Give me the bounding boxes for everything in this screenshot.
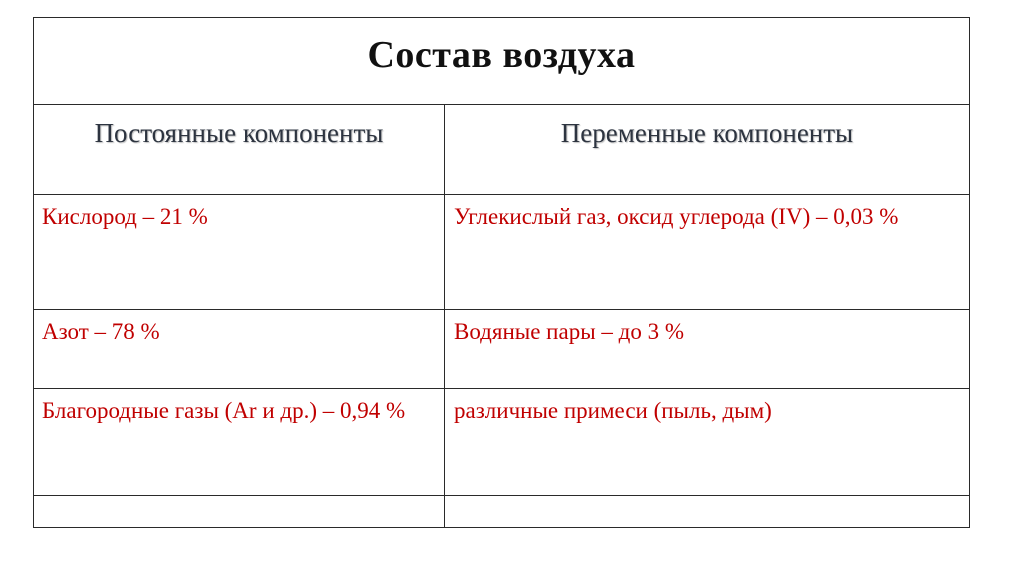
cell-variable — [445, 195, 970, 310]
column-header-constant-label: Постоянные компоненты — [94, 118, 384, 148]
air-composition-table — [33, 17, 970, 528]
cell-text: Кислород – 21 % — [42, 204, 208, 229]
cell-constant — [34, 389, 445, 496]
column-header-variable — [445, 105, 970, 195]
cell-text — [34, 496, 444, 501]
cell-variable — [445, 389, 970, 496]
title-row — [34, 18, 970, 105]
cell-text: Азот – 78 % — [42, 319, 160, 344]
table-row-empty — [34, 496, 970, 528]
cell-text: Благородные газы (Ar и др.) – 0,94 % — [42, 398, 406, 423]
column-header-constant — [34, 105, 445, 195]
cell-text — [445, 496, 969, 501]
cell-text: Водяные пары – до 3 % — [454, 319, 685, 344]
cell-text: различные примеси (пыль, дым) — [454, 398, 772, 423]
cell-constant — [34, 496, 445, 528]
cell-constant — [34, 310, 445, 389]
cell-variable — [445, 310, 970, 389]
table-row — [34, 310, 970, 389]
header-row — [34, 105, 970, 195]
table-title-cell — [34, 18, 970, 105]
cell-constant — [34, 195, 445, 310]
column-header-variable-label: Переменные компоненты — [560, 118, 854, 148]
table-row — [34, 195, 970, 310]
cell-variable — [445, 496, 970, 528]
table-title: Состав воздуха — [367, 34, 636, 76]
table-row — [34, 389, 970, 496]
cell-text: Углекислый газ, оксид углерода (IV) – 0,03 % — [454, 204, 899, 229]
